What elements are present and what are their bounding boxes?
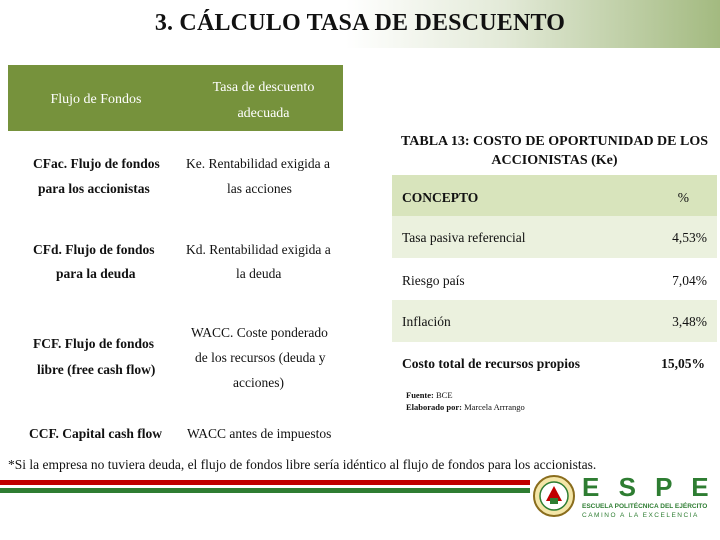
table-title-line2: ACCIONISTAS (Ke) [491,153,618,168]
header-percent: % [677,190,689,205]
header-tasa-descuento [184,65,343,131]
value-cell: 7,04% [672,273,707,288]
author-note [406,402,525,412]
row3-col2-line3: acciones) [233,375,284,390]
row1-col2-line1: Ke. Rentabilidad exigida a [186,156,330,171]
value-cell: 4,53% [672,230,707,245]
concept-cell: Costo total de recursos propios [402,356,580,371]
source-note [406,390,453,400]
row1-col1-line2: para los accionistas [38,181,150,196]
author-label: Elaborado por: [406,402,462,412]
table-row [392,300,717,342]
row3-col1-line2: libre (free cash flow) [37,362,156,377]
header-concepto: CONCEPTO [402,190,479,205]
row4-col2-line1: WACC antes de impuestos [187,426,332,441]
source-label: Fuente: [406,390,434,400]
concept-cell: Tasa pasiva referencial [402,230,526,245]
header-tasa-line1: Tasa de descuento [212,80,315,95]
row4-col1-line1: CCF. Capital cash flow [29,426,163,441]
row3-col2-line1: WACC. Coste ponderado [191,325,328,340]
page-title: 3. CÁLCULO TASA DE DESCUENTO [154,10,566,36]
table-title-line1: TABLA 13: COSTO DE OPORTUNIDAD DE LOS [400,134,709,149]
row3-col1-line1: FCF. Flujo de fondos [33,336,155,351]
row2-col1-line2: para la deuda [56,266,136,281]
espe-wordmark: E S P E [582,472,715,502]
value-cell: 15,05% [661,356,705,371]
stripe-green [0,488,530,493]
row1-col1-line1: CFac. Flujo de fondos [33,156,160,171]
row2-col2-line1: Kd. Rentabilidad exigida a [186,242,331,257]
table-row [392,258,717,300]
espe-tagline-2: CAMINO A LA EXCELENCIA [582,512,699,519]
footnote: *Si la empresa no tuviera deuda, el flujo de fondos libre sería idéntico al flujo de fondos para los accionistas. [8,457,597,472]
table-13-title [392,132,717,170]
row2-col2-line2: la deuda [236,266,282,281]
header-tasa-line2: adecuada [237,106,290,121]
row1-col2-line2: las acciones [227,181,292,196]
source-value: BCE [435,390,453,400]
header-flujo-de-fondos [8,65,184,131]
value-cell: 3,48% [672,314,707,329]
row3-col2-line2: de los recursos (deuda y [195,350,326,365]
table-row-total [392,342,717,384]
espe-logo [532,468,715,528]
row2-col1-line1: CFd. Flujo de fondos [33,242,155,257]
espe-seal-icon [532,474,576,518]
concept-cell: Riesgo país [402,273,465,288]
table-row [392,216,717,258]
espe-tagline-1: ESCUELA POLITÉCNICA DEL EJÉRCITO [582,503,708,510]
concept-cell: Inflación [402,314,451,329]
author-value: Marcela Arrrango [464,402,525,412]
table-header-row [392,174,717,217]
header-flujo-label: Flujo de Fondos [50,92,142,107]
